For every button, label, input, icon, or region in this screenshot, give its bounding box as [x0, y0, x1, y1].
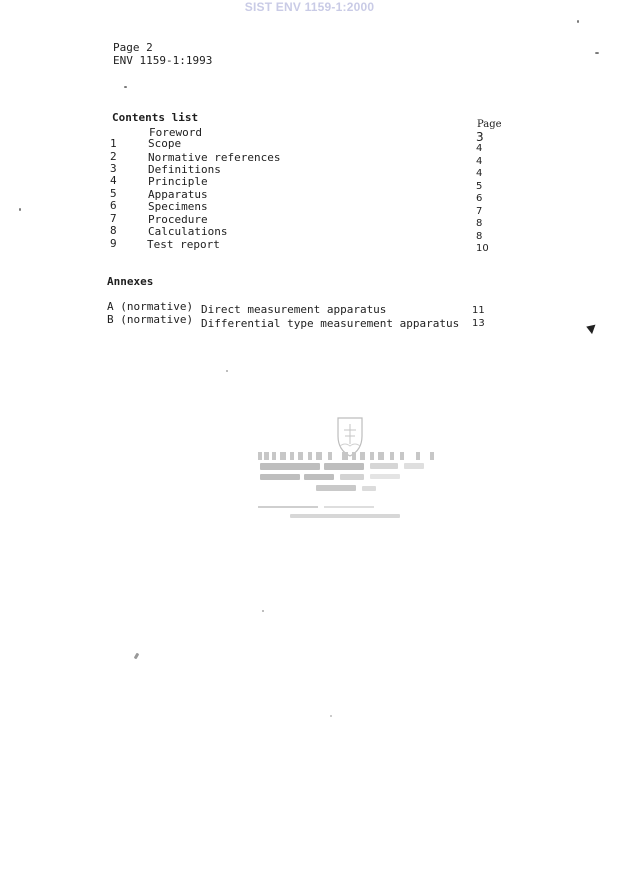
toc-number: 4: [110, 174, 117, 187]
annex-label: B (normative): [107, 313, 194, 326]
toc-number: 1: [110, 137, 117, 150]
scan-speck: [19, 208, 21, 211]
toc-page: 4: [476, 168, 483, 179]
toc-title: Normative references: [148, 151, 281, 164]
toc-number: 7: [110, 212, 117, 225]
toc-title: Scope: [148, 137, 182, 150]
scan-speck: [577, 20, 579, 23]
contents-title: Contents list: [112, 111, 199, 124]
margin-arrow-mark: [585, 322, 596, 334]
scan-speck: [124, 86, 127, 88]
toc-page: 6: [476, 193, 483, 204]
scan-speck: [330, 715, 332, 717]
toc-page: 4: [476, 143, 483, 154]
annex-label: A (normative): [107, 300, 194, 313]
toc-page: 4: [476, 156, 483, 167]
toc-title: Specimens: [148, 200, 208, 213]
annex-title: Differential type measurement apparatus: [201, 317, 460, 330]
toc-number: 9: [110, 237, 117, 250]
toc-title: Definitions: [148, 163, 221, 176]
toc-page: 8: [476, 231, 483, 242]
toc-title: Test report: [147, 238, 220, 251]
toc-number: 2: [110, 150, 117, 163]
toc-title: Procedure: [148, 213, 208, 226]
page-number: Page 2: [113, 41, 153, 54]
page-column-title: Page: [477, 119, 502, 130]
scan-speck: [134, 653, 140, 660]
annexes-title: Annexes: [107, 275, 154, 288]
annex-page: 11: [472, 305, 485, 316]
toc-number: 6: [110, 199, 117, 212]
toc-page: 5: [476, 181, 483, 192]
toc-title: Calculations: [148, 225, 228, 238]
toc-title: Foreword: [149, 126, 202, 139]
annex-page: 13: [472, 318, 485, 329]
annex-title: Direct measurement apparatus: [201, 303, 387, 316]
toc-title: Apparatus: [148, 188, 208, 201]
toc-number: 5: [110, 187, 117, 200]
toc-page: 10: [476, 243, 489, 254]
toc-page: 8: [476, 218, 483, 229]
toc-page: 3: [476, 130, 484, 144]
coat-of-arms-stamp-icon: [250, 410, 450, 530]
toc-number: 3: [110, 162, 117, 175]
scan-speck: [262, 610, 264, 612]
document-id: ENV 1159-1:1993: [113, 54, 213, 67]
toc-page: 7: [476, 206, 483, 217]
toc-number: 8: [110, 224, 117, 237]
scan-speck: [595, 52, 599, 54]
toc-title: Principle: [148, 175, 208, 188]
scan-speck: [226, 370, 228, 372]
document-watermark: SIST ENV 1159-1:2000: [244, 0, 375, 14]
